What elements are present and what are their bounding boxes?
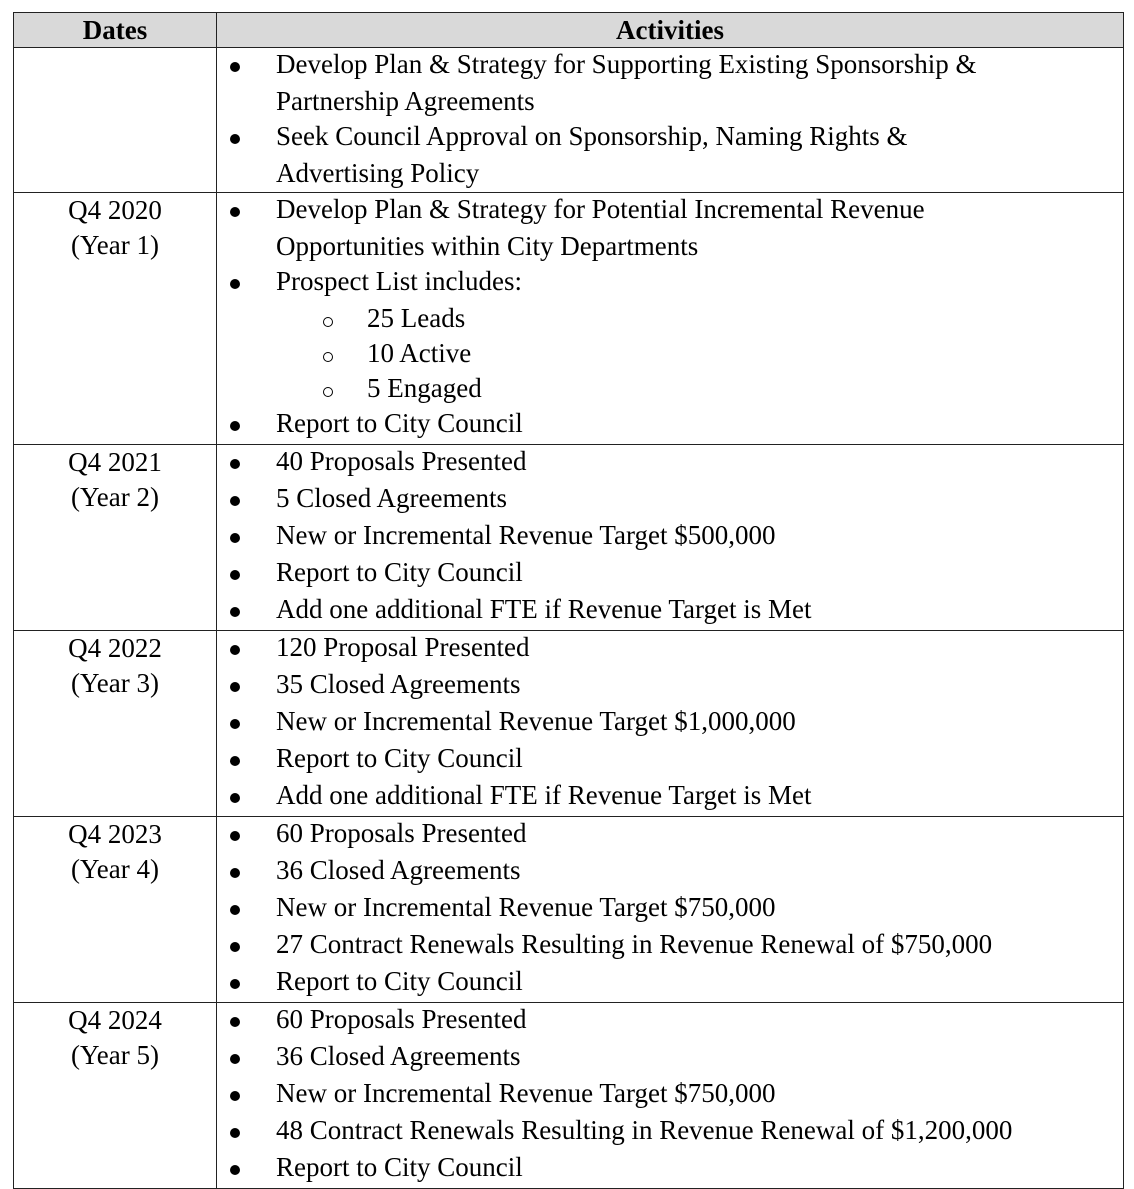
activity-text-continued: Advertising Policy <box>276 158 480 188</box>
date-cell <box>14 48 217 193</box>
activity-text-continued: Opportunities within City Departments <box>276 231 699 261</box>
date-year: (Year 1) <box>71 230 159 260</box>
activities-cell <box>217 193 1124 445</box>
bullet-icon <box>230 756 240 766</box>
activities-schedule-table <box>13 12 1124 1189</box>
date-quarter <box>14 48 216 83</box>
activity-text: 60 Proposals Presented <box>276 818 527 848</box>
activity-item <box>217 556 1123 593</box>
bullet-icon <box>230 793 240 803</box>
table-row <box>14 193 1124 445</box>
activity-item <box>217 1077 1123 1114</box>
activities-cell <box>217 445 1124 631</box>
activity-item <box>217 193 1123 230</box>
activity-item <box>217 705 1123 742</box>
date-year: (Year 4) <box>71 854 159 884</box>
bullet-icon <box>230 831 240 841</box>
activity-item <box>217 965 1123 1002</box>
activity-text: Add one additional FTE if Revenue Target is Met <box>276 594 812 624</box>
activity-text: 36 Closed Agreements <box>276 1041 521 1071</box>
activity-text: 36 Closed Agreements <box>276 855 521 885</box>
activity-item <box>217 854 1123 891</box>
bullet-icon <box>230 62 240 72</box>
activity-text: Report to City Council <box>276 743 523 773</box>
dates-header: Dates <box>14 13 217 48</box>
activity-item <box>217 891 1123 928</box>
table-row <box>14 631 1124 817</box>
activity-item <box>217 1040 1123 1077</box>
activity-text: New or Incremental Revenue Target $500,000 <box>276 520 776 550</box>
activity-text: Prospect List includes: <box>276 266 522 296</box>
date-cell <box>14 817 217 1003</box>
bullet-icon <box>230 942 240 952</box>
date-cell <box>14 193 217 445</box>
hollow-bullet-icon <box>323 352 333 362</box>
activities-cell <box>217 817 1124 1003</box>
date-quarter: Q4 2021 <box>68 447 162 477</box>
activity-item <box>217 120 1123 157</box>
date-cell <box>14 631 217 817</box>
activity-item <box>217 742 1123 779</box>
activity-item <box>217 48 1123 85</box>
bullet-icon <box>230 279 240 289</box>
activity-item <box>217 1003 1123 1040</box>
bullet-icon <box>230 1165 240 1175</box>
activity-text: Develop Plan & Strategy for Supporting Existing Sponsorship & <box>276 49 977 79</box>
bullet-icon <box>230 207 240 217</box>
date-quarter: Q4 2023 <box>68 819 162 849</box>
date-quarter: Q4 2020 <box>68 195 162 225</box>
table-row <box>14 48 1124 193</box>
activity-text: Report to City Council <box>276 557 523 587</box>
bullet-icon <box>230 719 240 729</box>
activity-text: Report to City Council <box>276 408 523 438</box>
table-body <box>14 48 1124 1189</box>
bullet-icon <box>230 905 240 915</box>
date-cell <box>14 1003 217 1189</box>
activity-item <box>217 445 1123 482</box>
sub-item <box>217 302 1123 337</box>
date-quarter: Q4 2024 <box>68 1005 162 1035</box>
bullet-icon <box>230 979 240 989</box>
bullet-icon <box>230 533 240 543</box>
sub-item-text: 5 Engaged <box>367 373 482 403</box>
activities-cell <box>217 631 1124 817</box>
activity-text: 40 Proposals Presented <box>276 446 527 476</box>
bullet-icon <box>230 421 240 431</box>
bullet-icon <box>230 1091 240 1101</box>
hollow-bullet-icon <box>323 387 333 397</box>
date-year: (Year 2) <box>71 482 159 512</box>
activity-text: 120 Proposal Presented <box>276 632 530 662</box>
activity-item <box>217 668 1123 705</box>
table-row <box>14 1003 1124 1189</box>
bullet-icon <box>230 682 240 692</box>
activity-text: Seek Council Approval on Sponsorship, Naming Rights & <box>276 121 908 151</box>
activity-item <box>217 631 1123 668</box>
activity-text: 5 Closed Agreements <box>276 483 507 513</box>
activity-item <box>217 1114 1123 1151</box>
sub-item-text: 10 Active <box>367 338 472 368</box>
date-quarter: Q4 2022 <box>68 633 162 663</box>
sub-item-text: 25 Leads <box>367 303 466 333</box>
activity-item <box>217 519 1123 556</box>
activities-cell <box>217 1003 1124 1189</box>
activity-text: Report to City Council <box>276 966 523 996</box>
activity-text: New or Incremental Revenue Target $1,000,000 <box>276 706 796 736</box>
bullet-icon <box>230 1054 240 1064</box>
sub-item <box>217 337 1123 372</box>
activity-item <box>217 1151 1123 1188</box>
activity-text: 35 Closed Agreements <box>276 669 521 699</box>
activity-item <box>217 817 1123 854</box>
activity-item <box>217 265 1123 302</box>
activities-cell <box>217 48 1124 193</box>
date-cell <box>14 445 217 631</box>
date-year: (Year 3) <box>71 668 159 698</box>
activity-item <box>217 407 1123 444</box>
activity-text: New or Incremental Revenue Target $750,000 <box>276 892 776 922</box>
bullet-icon <box>230 868 240 878</box>
activity-text-continued: Partnership Agreements <box>276 86 535 116</box>
hollow-bullet-icon <box>323 317 333 327</box>
sub-item <box>217 372 1123 407</box>
bullet-icon <box>230 1128 240 1138</box>
bullet-icon <box>230 645 240 655</box>
bullet-icon <box>230 496 240 506</box>
header-row <box>14 13 1124 48</box>
bullet-icon <box>230 1017 240 1027</box>
activities-header: Activities <box>217 13 1124 48</box>
activity-text: Add one additional FTE if Revenue Target is Met <box>276 780 812 810</box>
activity-text: 48 Contract Renewals Resulting in Revenue Renewal of $1,200,000 <box>276 1115 1013 1145</box>
activity-text: 27 Contract Renewals Resulting in Revenue Renewal of $750,000 <box>276 929 993 959</box>
bullet-icon <box>230 570 240 580</box>
activity-item <box>217 779 1123 816</box>
activity-item <box>217 593 1123 630</box>
activity-text: New or Incremental Revenue Target $750,000 <box>276 1078 776 1108</box>
date-year: (Year 5) <box>71 1040 159 1070</box>
activity-text: Develop Plan & Strategy for Potential Incremental Revenue <box>276 194 925 224</box>
activity-item <box>217 928 1123 965</box>
bullet-icon <box>230 607 240 617</box>
activity-text: Report to City Council <box>276 1152 523 1182</box>
bullet-icon <box>230 459 240 469</box>
activity-text: 60 Proposals Presented <box>276 1004 527 1034</box>
table-row <box>14 445 1124 631</box>
table-row <box>14 817 1124 1003</box>
activity-item <box>217 482 1123 519</box>
bullet-icon <box>230 134 240 144</box>
date-year <box>14 83 216 118</box>
